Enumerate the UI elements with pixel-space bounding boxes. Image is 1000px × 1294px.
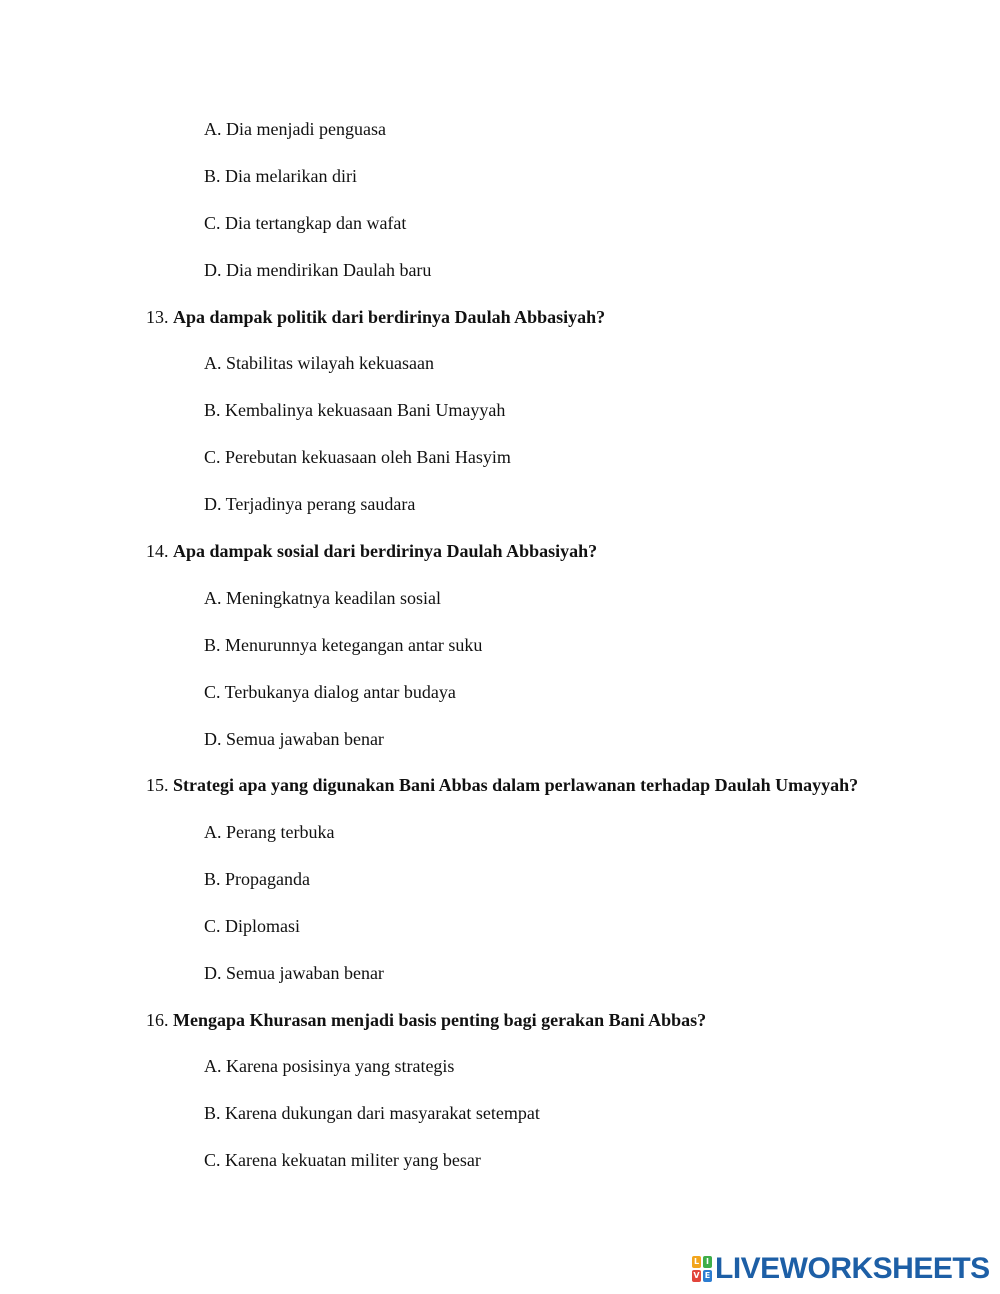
q14-option-d[interactable]: D. Semua jawaban benar <box>204 729 384 749</box>
question-text: Mengapa Khurasan menjadi basis penting bagi gerakan Bani Abbas? <box>173 1010 707 1030</box>
question-16 <box>146 1009 706 1031</box>
logo-tile: E <box>704 1271 711 1280</box>
q16-option-a[interactable]: A. Karena posisinya yang strategis <box>204 1056 455 1076</box>
logo-tile: I <box>703 1256 712 1268</box>
q13-option-c[interactable]: C. Perebutan kekuasaan oleh Bani Hasyim <box>204 447 511 467</box>
logo-tile: V <box>693 1271 700 1280</box>
q12-option-a[interactable]: A. Dia menjadi penguasa <box>204 119 386 139</box>
liveworksheets-logo <box>692 1252 990 1286</box>
q15-option-b[interactable]: B. Propaganda <box>204 869 310 889</box>
question-number: 15. <box>146 775 169 795</box>
question-14 <box>146 540 597 562</box>
liveworksheets-icon <box>692 1256 712 1282</box>
q12-option-b[interactable]: B. Dia melarikan diri <box>204 166 357 186</box>
q14-option-a[interactable]: A. Meningkatnya keadilan sosial <box>204 588 441 608</box>
q14-option-b[interactable]: B. Menurunnya ketegangan antar suku <box>204 635 483 655</box>
question-number: 16. <box>146 1010 169 1030</box>
q16-option-b[interactable]: B. Karena dukungan dari masyarakat setempat <box>204 1103 540 1123</box>
question-text: Apa dampak sosial dari berdirinya Daulah Abbasiyah? <box>173 541 598 561</box>
logo-tile: L <box>693 1257 700 1266</box>
q15-option-c[interactable]: C. Diplomasi <box>204 916 301 936</box>
q15-option-d[interactable]: D. Semua jawaban benar <box>204 963 384 983</box>
q15-option-a[interactable]: A. Perang terbuka <box>204 822 335 842</box>
q13-option-a[interactable]: A. Stabilitas wilayah kekuasaan <box>204 353 434 373</box>
q13-option-b[interactable]: B. Kembalinya kekuasaan Bani Umayyah <box>204 400 506 420</box>
q12-option-d[interactable]: D. Dia mendirikan Daulah baru <box>204 260 432 280</box>
question-15 <box>146 774 858 796</box>
question-text: Apa dampak politik dari berdirinya Daulah Abbasiyah? <box>173 307 606 327</box>
question-13 <box>146 306 605 328</box>
question-text: Strategi apa yang digunakan Bani Abbas dalam perlawanan terhadap Daulah Umayyah? <box>173 775 859 795</box>
brand-name: LIVEWORKSHEETS <box>715 1252 990 1285</box>
question-number: 13. <box>146 307 169 327</box>
q14-option-c[interactable]: C. Terbukanya dialog antar budaya <box>204 682 456 702</box>
question-number: 14. <box>146 541 169 561</box>
q13-option-d[interactable]: D. Terjadinya perang saudara <box>204 494 416 514</box>
q12-option-c[interactable]: C. Dia tertangkap dan wafat <box>204 213 407 233</box>
q16-option-c[interactable]: C. Karena kekuatan militer yang besar <box>204 1150 481 1170</box>
